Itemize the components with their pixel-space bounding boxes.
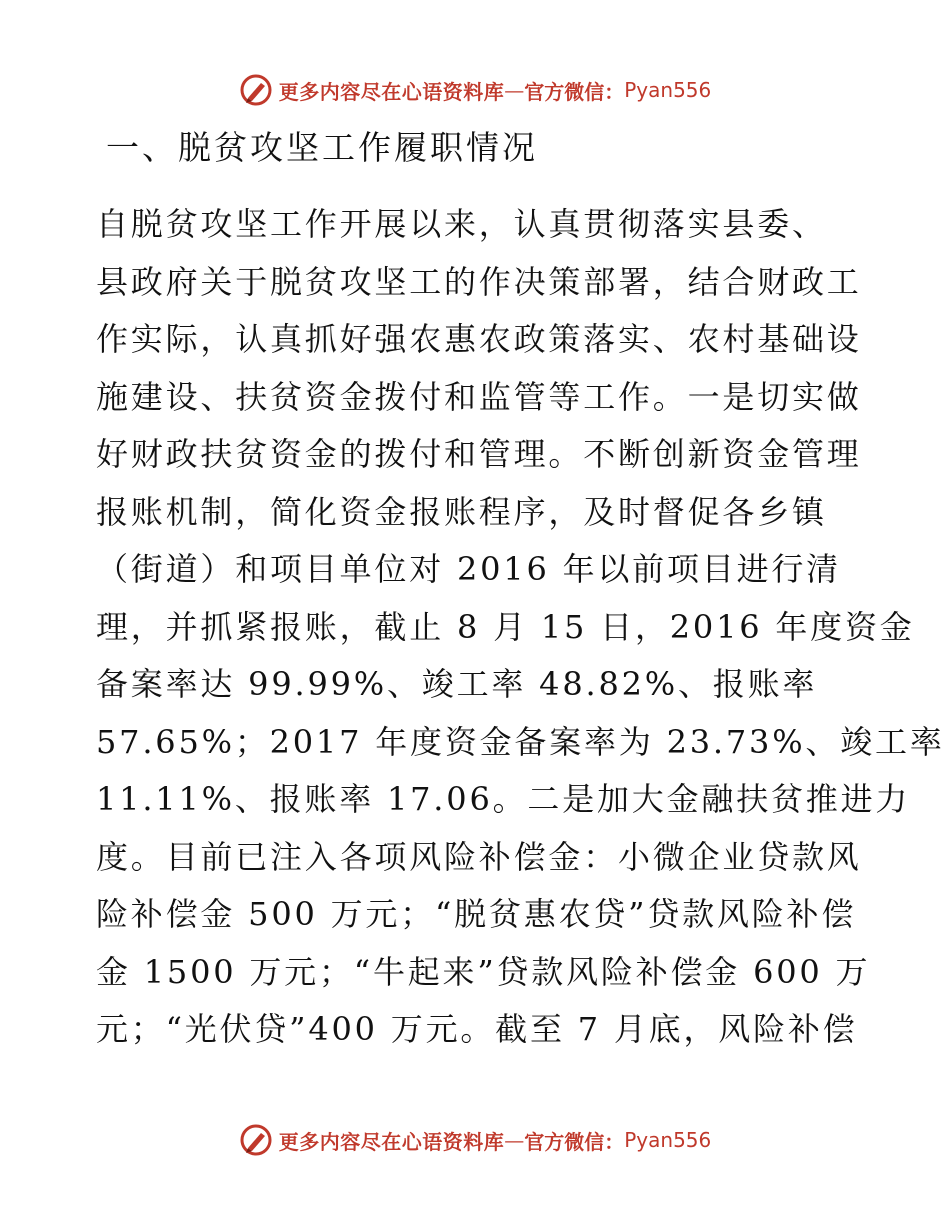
banner-site-text: 更多内容尽在心语资料库 — [278, 1129, 505, 1154]
paragraph-line: 施建设、扶贫资金拨付和监管等工作。一是切实做 — [96, 377, 862, 416]
paragraph-line: 11.11%、报账率 17.06。二是加大金融扶贫推进力 — [96, 780, 911, 818]
footer-banner — [0, 1120, 950, 1160]
banner-separator: — — [504, 1128, 525, 1152]
paragraph-line: 度。目前已注入各项风险补偿金：小微企业贷款风 — [96, 837, 862, 876]
paragraph-line: 57.65%；2017 年度资金备案率为 23.73%、竣工率 — [96, 722, 945, 761]
paragraph-line: 县政府关于脱贫攻坚工的作决策部署，结合财政工 — [96, 262, 862, 301]
paragraph-line: 理，并抓紧报账，截止 8 月 15 日，2016 年度资金 — [96, 607, 915, 646]
paragraph-line: 备案率达 99.99%、竣工率 48.82%、报账率 — [96, 665, 818, 703]
paragraph-line: 元；“光伏贷”400 万元。截至 7 月底，风险补偿 — [96, 1010, 858, 1048]
banner-wechat-id: Pyan556 — [624, 78, 712, 102]
body-paragraph — [96, 196, 945, 1059]
banner-wechat-id: Pyan556 — [624, 1128, 712, 1152]
paragraph-line: 报账机制，简化资金报账程序，及时督促各乡镇 — [96, 492, 827, 531]
banner-separator: — — [504, 78, 525, 102]
paragraph-line: 作实际，认真抓好强农惠农政策落实、农村基础设 — [96, 320, 862, 358]
pen-logo-icon — [239, 73, 273, 107]
banner-wechat-label: 官方微信： — [524, 1129, 625, 1154]
header-banner — [0, 70, 950, 110]
paragraph-line: 险补偿金 500 万元；“脱贫惠农贷”贷款风险补偿 — [96, 895, 857, 933]
banner-wechat-label: 官方微信： — [524, 79, 625, 104]
banner-site-text: 更多内容尽在心语资料库 — [278, 79, 505, 104]
paragraph-line: 金 1500 万元；“牛起来”贷款风险补偿金 600 万 — [96, 952, 871, 991]
pen-logo-icon — [239, 1123, 273, 1157]
paragraph-line: 好财政扶贫资金的拨付和管理。不断创新资金管理 — [96, 435, 862, 473]
paragraph-line: 自脱贫攻坚工作开展以来，认真贯彻落实县委、 — [96, 205, 827, 243]
paragraph-line: （街道）和项目单位对 2016 年以前项目进行清 — [96, 550, 841, 588]
section-heading: 一、脱贫攻坚工作履职情况 — [106, 128, 538, 167]
